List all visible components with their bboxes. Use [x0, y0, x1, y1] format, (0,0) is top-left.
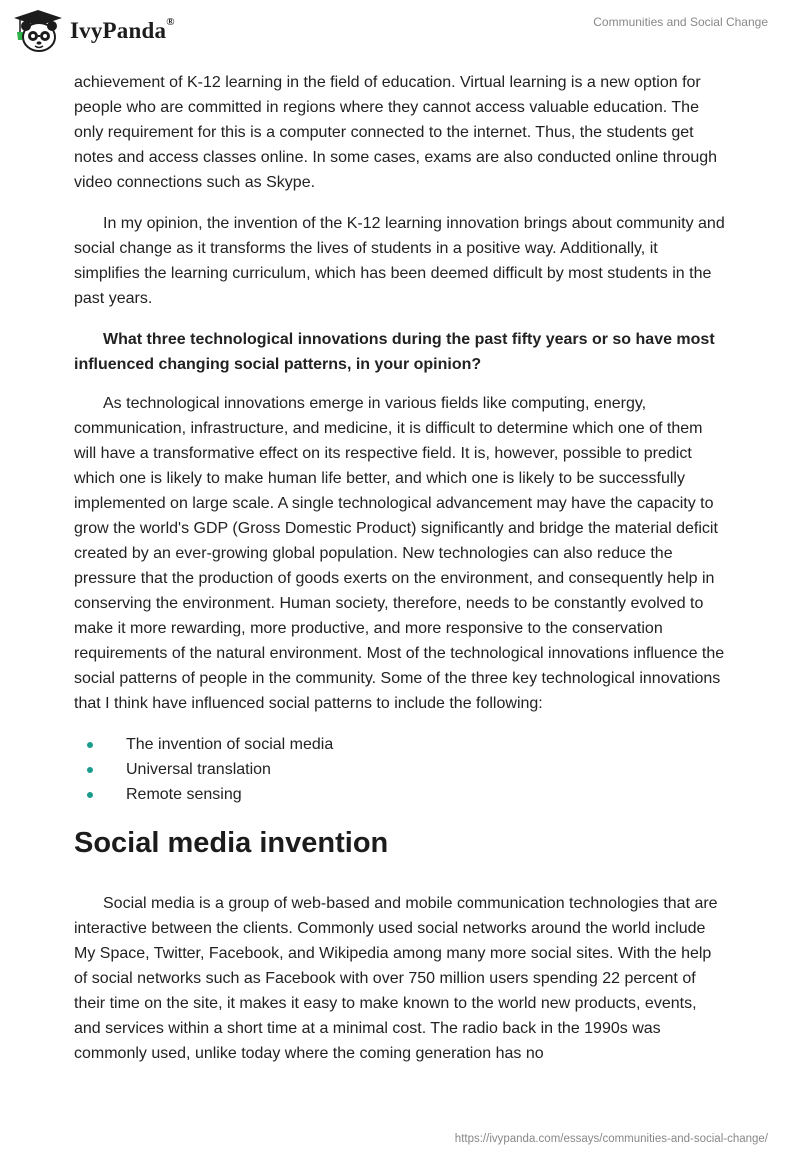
paragraph-1: achievement of K-12 learning in the field of education. Virtual learning is a new option for people who are committed in regions where they cannot access valuable education. The only requirement for this is a computer connected to the internet. Thus, the students get notes and access classes online. In some cases, exams are also conducted online through video connections such as Skype.	[74, 74, 718, 191]
panda-graduate-icon	[12, 8, 64, 54]
page-header	[0, 0, 800, 70]
source-url-link[interactable]: https://ivypanda.com/essays/communities-and-social-change/	[454, 1133, 768, 1145]
paragraph-2: In my opinion, the invention of the K-12 learning innovation brings about community and social change as it transforms the lives of students in a positive way. Additionally, it simplifies the learning curriculum, which has been deemed difficult by most students in the past years.	[74, 215, 725, 307]
registered-mark: ®	[166, 16, 175, 28]
paragraph-4: Social media is a group of web-based and mobile communication technologies that are interactive between the clients. Commonly used social networks around the world include My Space, Twitter, Facebook, and Wikipedia among many more social sites. With the help of social networks such as Facebook with over 750 million users spending 22 percent of their time on the site, it makes it easy to make known to the world new products, events, and services within a short time at a minimal cost. The radio back in the 1990s was commonly used, unlike today where the coming generation has no	[74, 895, 718, 1062]
bullet-icon	[87, 767, 93, 773]
bullet-icon	[87, 792, 93, 798]
brand-logo[interactable]	[12, 8, 175, 54]
brand-name: IvyPanda®	[70, 16, 175, 43]
list-item: The invention of social media	[74, 732, 726, 757]
document-title: Communities and Social Change	[593, 15, 768, 29]
question-heading: What three technological innovations during the past fifty years or so have most influenced changing social patterns, in your opinion?	[74, 331, 715, 373]
innovations-list	[74, 732, 726, 807]
essay-content	[74, 70, 726, 1082]
paragraph-3: As technological innovations emerge in various fields like computing, energy, communication, infrastructure, and medicine, it is difficult to determine which one of them will have a transformative effect on its respective field. It is, however, possible to predict which one is likely to make human life better, and which one is likely to be successfully implemented on large scale. A single technological advancement may have the capacity to grow the world's GDP (Gross Domestic Product) significantly and bridge the material deficit created by an ever-growing global population. New technologies can also reduce the pressure that the production of goods exerts on the environment, and consequently help in conserving the environment. Human society, therefore, needs to be constantly evolved to make it more rewarding, more productive, and more responsive to the conservation requirements of the natural environment. Most of the technological innovations influence the social patterns of people in the community. Some of the three key technological innovations that I think have influenced social patterns to include the following:	[74, 395, 725, 712]
section-heading: Social media invention	[74, 827, 389, 859]
list-item: Universal translation	[74, 757, 726, 782]
list-item: Remote sensing	[74, 782, 726, 807]
bullet-icon	[87, 742, 93, 748]
